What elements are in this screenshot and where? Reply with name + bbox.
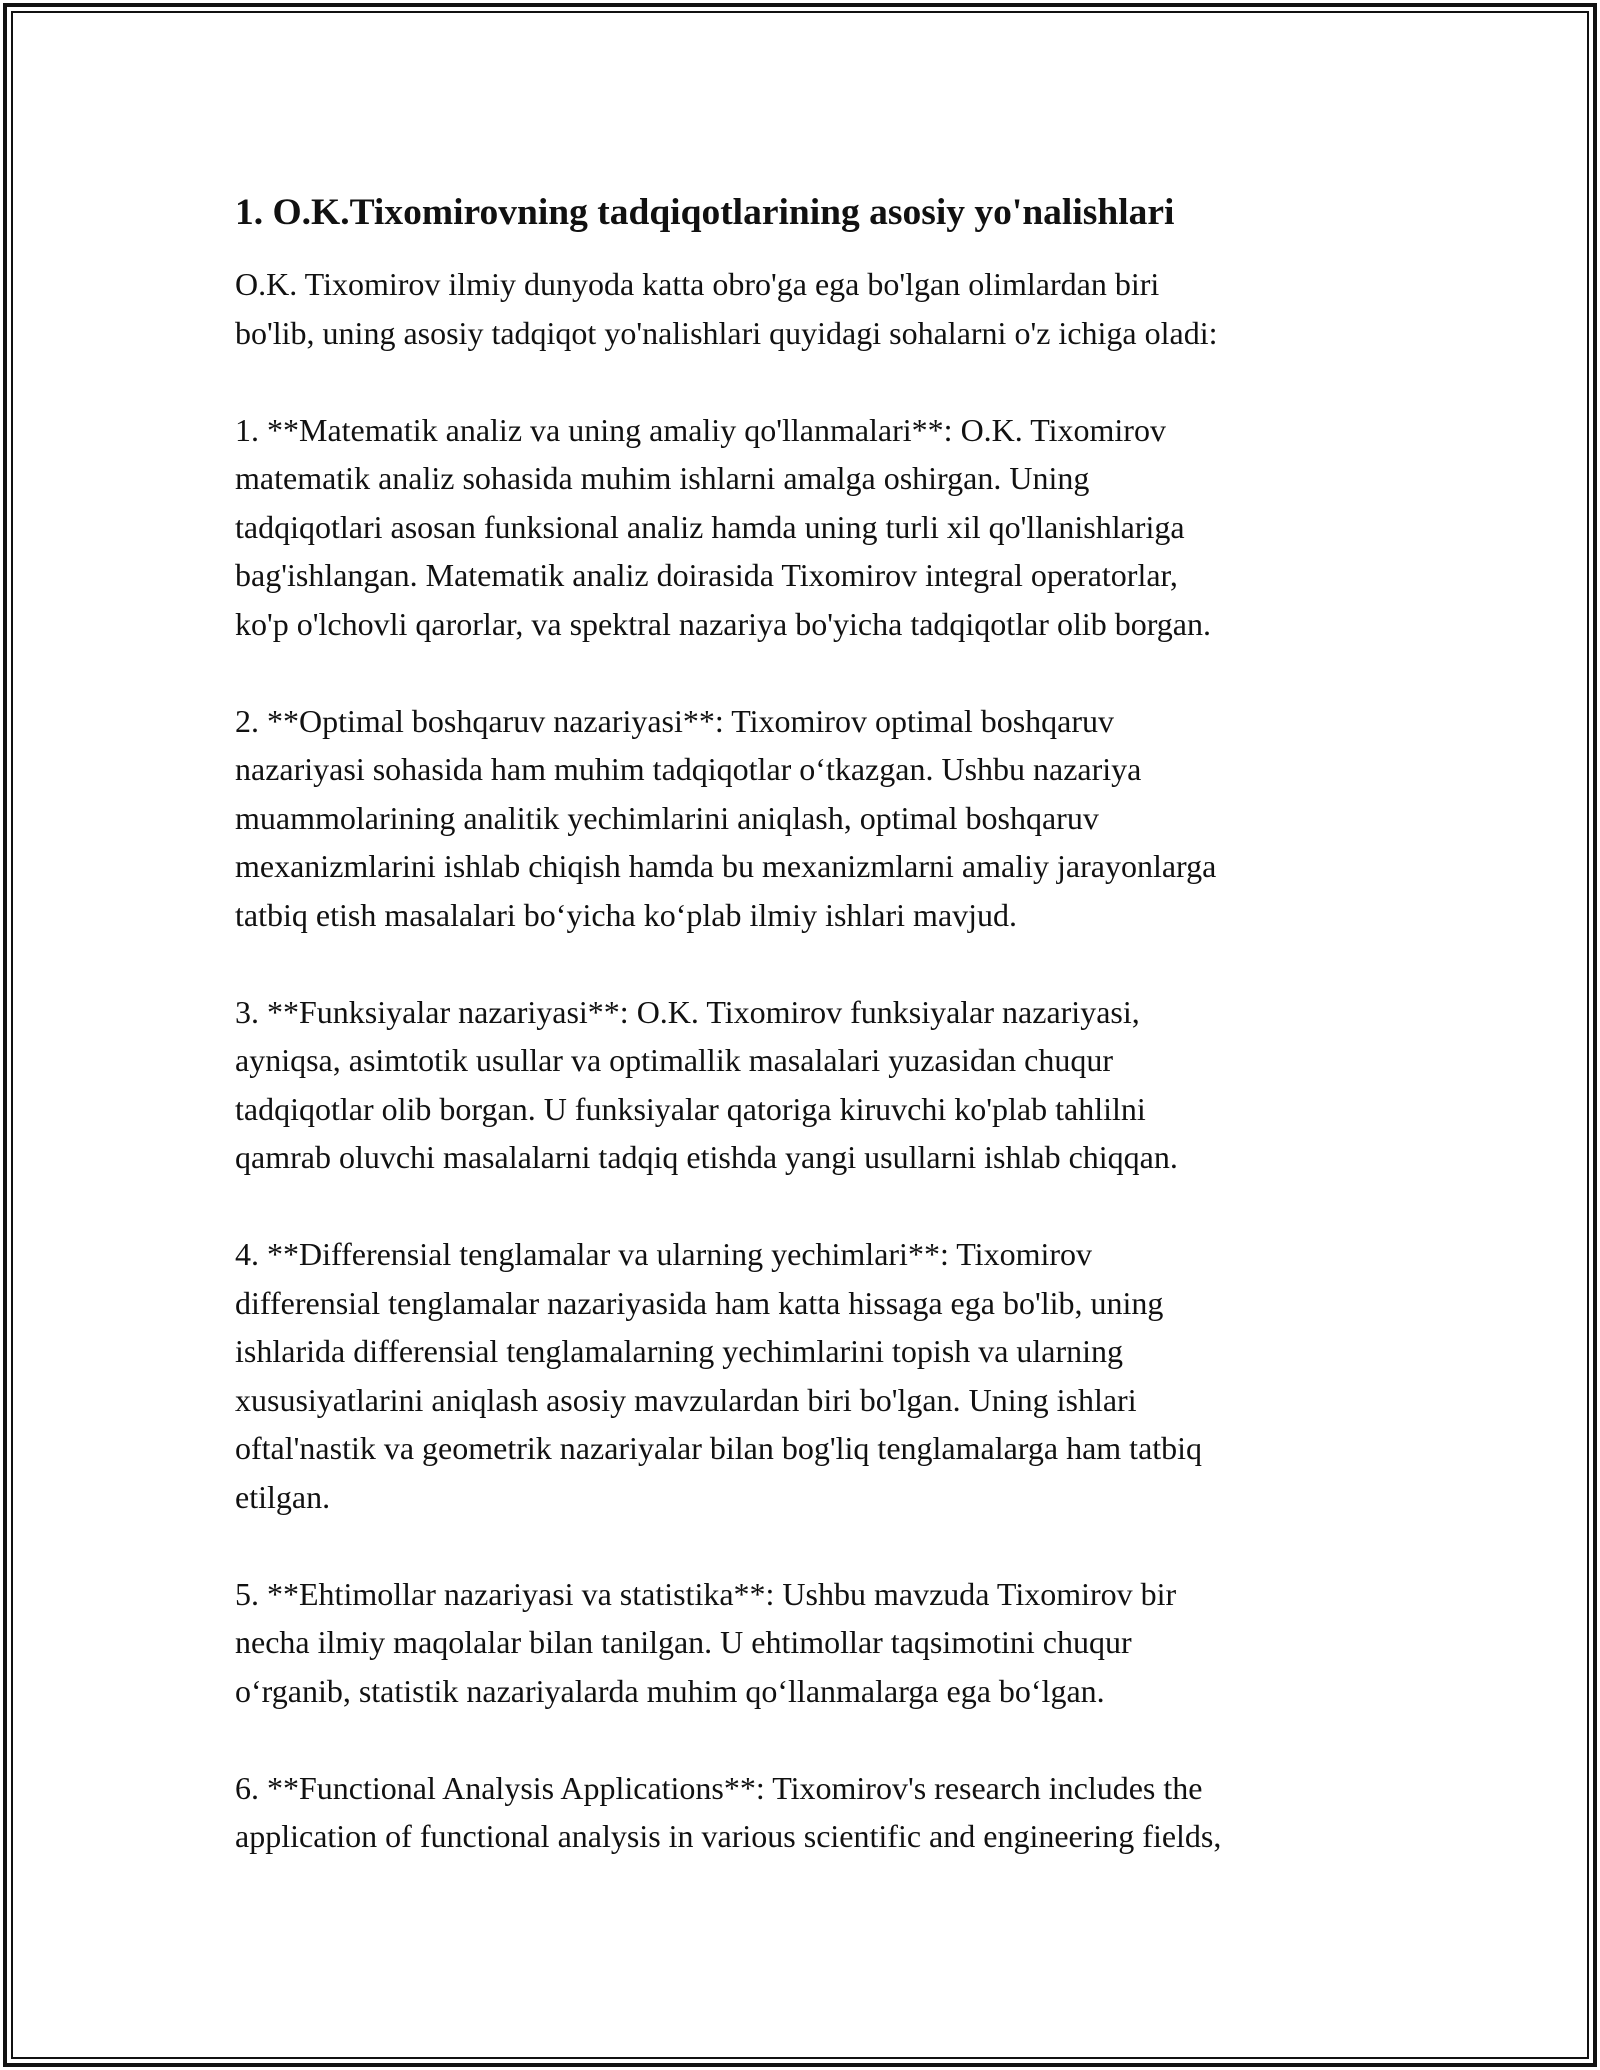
- text-line: differensial tenglamalar nazariyasida ham katta hissaga ega bo'lib, uning: [235, 1284, 1164, 1321]
- paragraph-item-6: [235, 1764, 1385, 1861]
- text-line: 3. **Funksiyalar nazariyasi**: O.K. Tixomirov funksiyalar nazariyasi,: [235, 993, 1140, 1030]
- text-line: o‘rganib, statistik nazariyalarda muhim qo‘llanmalarga ega bo‘lgan.: [235, 1672, 1105, 1709]
- text-line: oftal'nastik va geometrik nazariyalar bilan bog'liq tenglamalarga ham tatbiq: [235, 1430, 1203, 1466]
- paragraph-item-3: [235, 988, 1385, 1182]
- text-line: 2. **Optimal boshqaruv nazariyasi**: Tixomirov optimal boshqaruv: [235, 702, 1115, 739]
- text-line: bag'ishlangan. Matematik analiz doirasida Tixomirov integral operatorlar,: [235, 557, 1178, 593]
- text-line: qamrab oluvchi masalalarni tadqiq etishda yangi usullarni ishlab chiqqan.: [235, 1139, 1178, 1175]
- paragraph-item-1: [235, 406, 1385, 649]
- text-line: tatbiq etish masalalari bo‘yicha ko‘plab ilmiy ishlari mavjud.: [235, 896, 1018, 933]
- paragraph-item-5: [235, 1570, 1385, 1716]
- text-line: nazariyasi sohasida ham muhim tadqiqotlar o‘tkazgan. Ushbu nazariya: [235, 751, 1142, 787]
- paragraph-item-2: [235, 697, 1385, 940]
- text-line: mexanizmlarini ishlab chiqish hamda bu mexanizmlarni amaliy jarayonlarga: [235, 848, 1217, 884]
- text-line: 5. **Ehtimollar nazariyasi va statistika**: Ushbu mavzuda Tixomirov bir: [235, 1575, 1177, 1612]
- paragraph-intro: [235, 260, 1385, 357]
- text-line: ko'p o'lchovli qarorlar, va spektral nazariya bo'yicha tadqiqotlar olib borgan.: [235, 605, 1211, 642]
- paragraph-item-4: [235, 1230, 1385, 1521]
- page-content: [235, 186, 1385, 1909]
- text-line: ayniqsa, asimtotik usullar va optimallik masalalari yuzasidan chuqur: [235, 1042, 1113, 1078]
- text-line: etilgan.: [235, 1478, 331, 1515]
- section-heading: 1. O.K.Tixomirovning tadqiqotlarining asosiy yo'nalishlari: [235, 192, 1175, 233]
- text-line: O.K. Tixomirov ilmiy dunyoda katta obro'ga ega bo'lgan olimlardan biri: [235, 266, 1160, 302]
- text-line: xususiyatlarini aniqlash asosiy mavzulardan biri bo'lgan. Uning ishlari: [235, 1381, 1137, 1418]
- text-line: 4. **Differensial tenglamalar va ularning yechimlari**: Tixomirov: [235, 1236, 1092, 1272]
- text-line: 6. **Functional Analysis Applications**: Tixomirov's research includes the: [235, 1769, 1203, 1806]
- text-line: application of functional analysis in various scientific and engineering fields,: [235, 1818, 1222, 1854]
- text-line: ishlarida differensial tenglamalarning yechimlarini topish va ularning: [235, 1333, 1124, 1369]
- text-line: bo'lib, uning asosiy tadqiqot yo'nalishlari quyidagi sohalarni o'z ichiga oladi:: [235, 314, 1218, 351]
- text-line: 1. **Matematik analiz va uning amaliy qo'llanmalari**: O.K. Tixomirov: [235, 411, 1166, 448]
- text-line: tadqiqotlar olib borgan. U funksiyalar qatoriga kiruvchi ko'plab tahlilni: [235, 1090, 1146, 1127]
- text-line: necha ilmiy maqolalar bilan tanilgan. U ehtimollar taqsimotini chuqur: [235, 1624, 1132, 1660]
- text-line: muammolarining analitik yechimlarini aniqlash, optimal boshqaruv: [235, 799, 1099, 836]
- text-line: tadqiqotlari asosan funksional analiz hamda uning turli xil qo'llanishlariga: [235, 508, 1185, 545]
- text-line: matematik analiz sohasida muhim ishlarni amalga oshirgan. Uning: [235, 460, 1090, 496]
